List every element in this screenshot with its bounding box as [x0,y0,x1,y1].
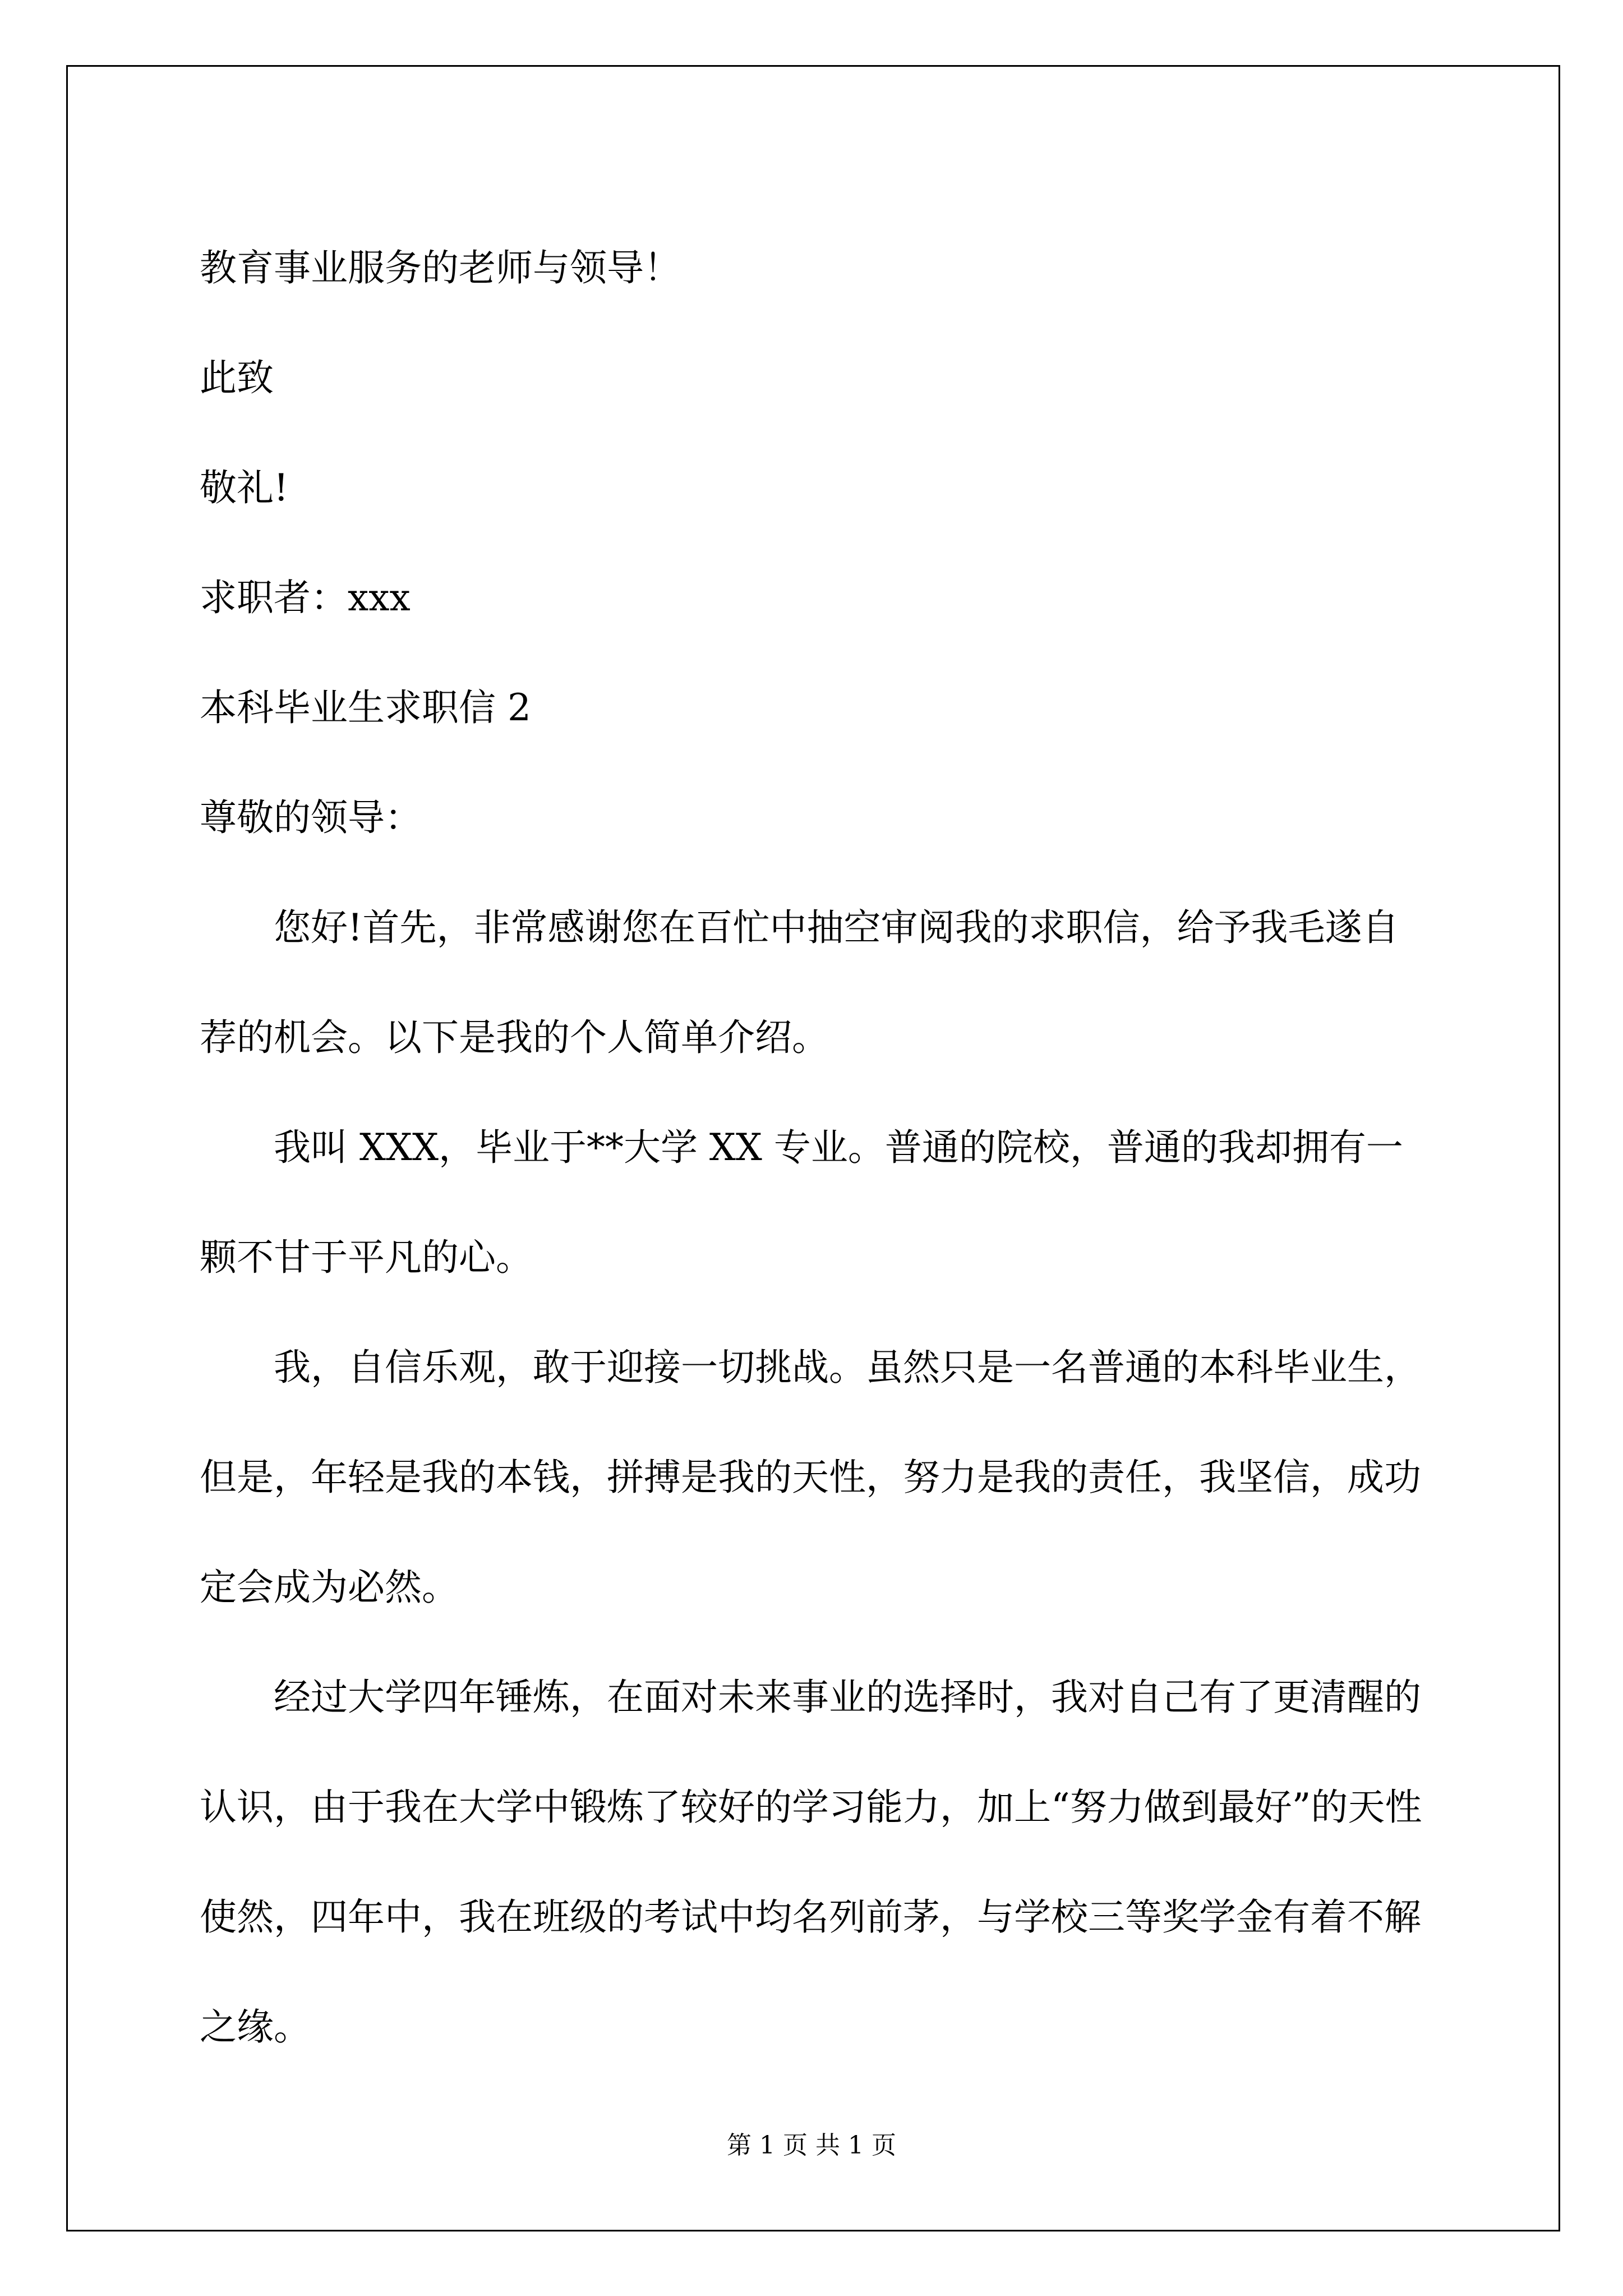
salutation-cizhi: 此致 [200,356,274,399]
paragraph-intro: 您好!首先，非常感谢您在百忙中抽空审阅我的求职信，给予我毛遂自荐的机会。以下是我的个人简单介绍。 [200,906,1399,1059]
letter-body [200,213,1428,2082]
letter-title: 本科毕业生求职信 2 [200,686,531,729]
paragraph-confidence: 我，自信乐观，敢于迎接一切挑战。虽然只是一名普通的本科毕业生，但是，年轻是我的本钱，拼搏是我的天性，努力是我的责任，我坚信，成功定会成为必然。 [200,1346,1421,1609]
applicant-signature: 求职者：xxx [200,576,411,619]
paragraph-name: 我叫 XXX，毕业于**大学 XX 专业。普通的院校，普通的我却拥有一颗不甘于平凡的心。 [200,1126,1403,1279]
salutation-jingli: 敬礼! [200,466,289,509]
page-footer: 第 1 页 共 1 页 [727,2131,896,2160]
closing-line: 教育事业服务的老师与领导！ [200,246,681,289]
greeting: 尊敬的领导： [200,796,422,839]
paragraph-university: 经过大学四年锤炼，在面对未来事业的选择时，我对自己有了更清醒的认识，由于我在大学中锻炼了较好的学习能力，加上“努力做到最好”的天性使然，四年中，我在班级的考试中均名列前茅，与学校三等奖学金有着不解之缘。 [200,1676,1422,2049]
